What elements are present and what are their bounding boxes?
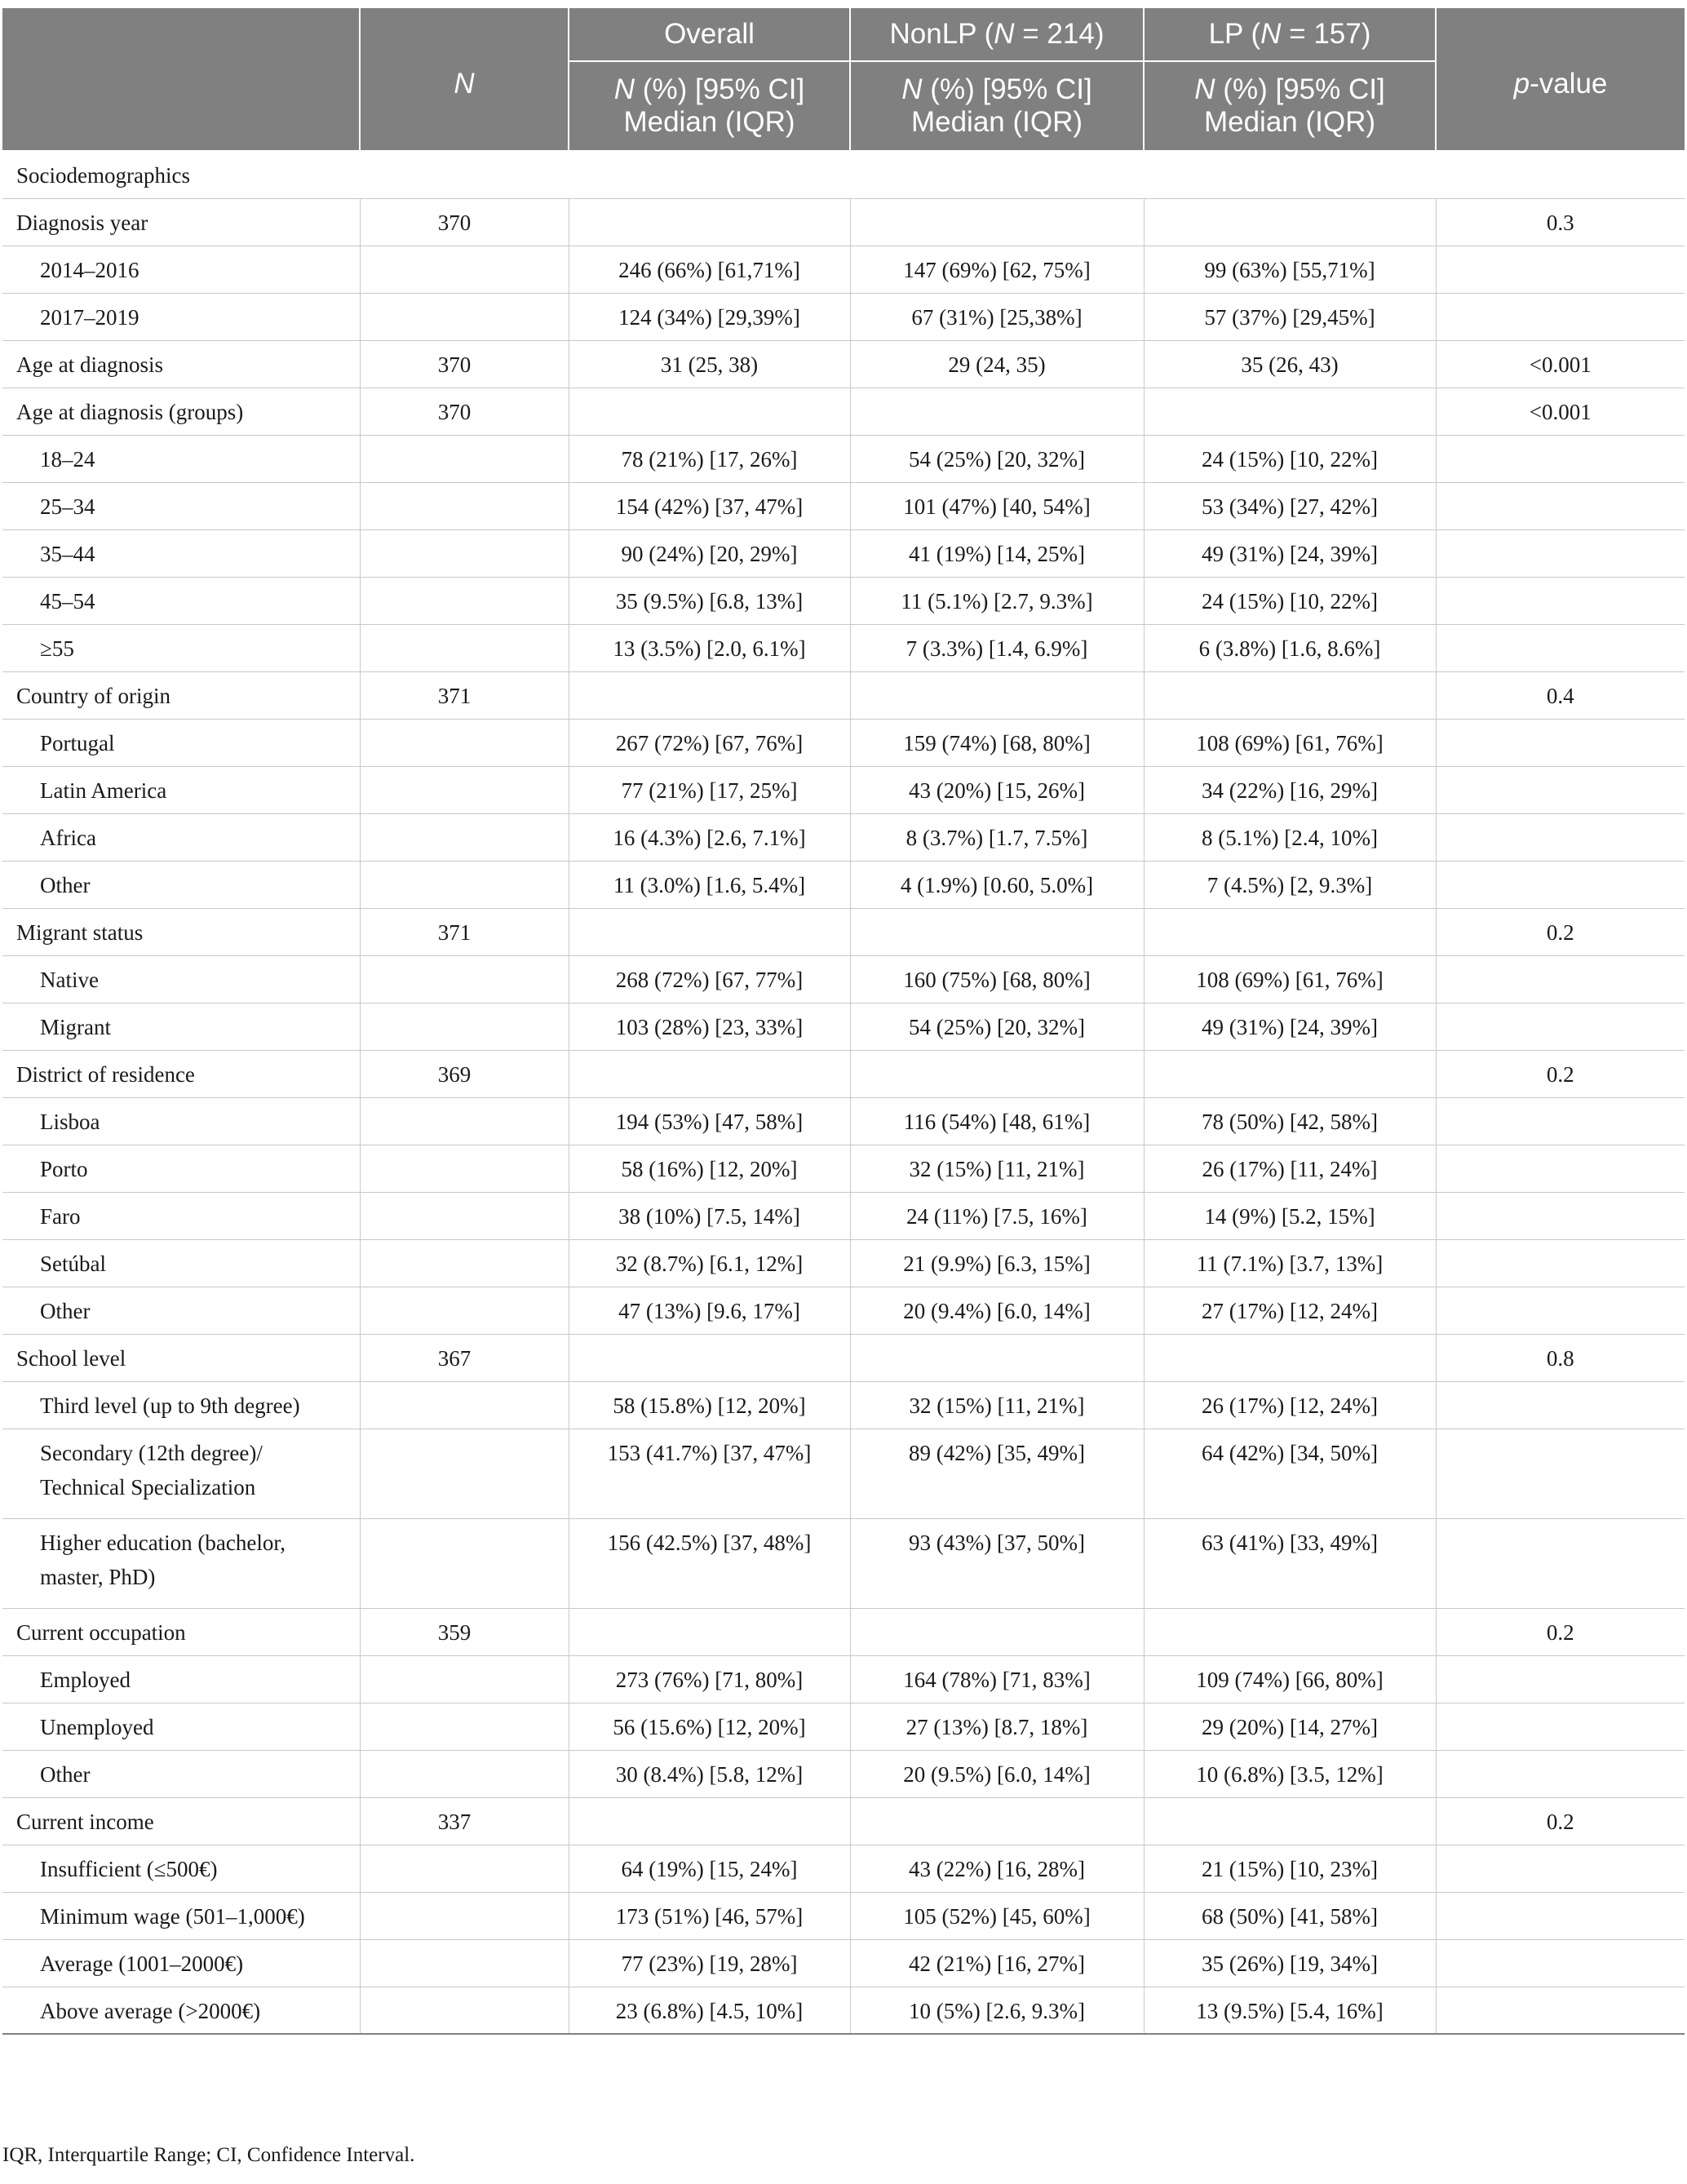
section-row [2, 151, 1685, 198]
row-overall: 30 (8.4%) [5.8, 12%] [569, 1750, 850, 1797]
row-nonlp: 67 (31%) [25,38%] [850, 293, 1144, 340]
row-lp: 53 (34%) [27, 42%] [1144, 482, 1436, 529]
row-label [2, 1429, 360, 1518]
row-nonlp [850, 1608, 1144, 1655]
row-overall: 47 (13%) [9.6, 17%] [569, 1287, 850, 1334]
row-n [360, 1003, 569, 1050]
row-p-value [1436, 246, 1685, 293]
row-n [360, 1892, 569, 1939]
table-row [2, 435, 1685, 482]
header-p-value: p-value [1436, 7, 1685, 151]
row-lp: 24 (15%) [10, 22%] [1144, 435, 1436, 482]
row-nonlp: 116 (54%) [48, 61%] [850, 1097, 1144, 1145]
row-label: Africa [2, 813, 360, 861]
row-n: 359 [360, 1608, 569, 1655]
row-p-value: 0.2 [1436, 1608, 1685, 1655]
row-nonlp: 164 (78%) [71, 83%] [850, 1655, 1144, 1703]
table-row [2, 719, 1685, 766]
row-p-value [1436, 529, 1685, 577]
row-label: District of residence [2, 1050, 360, 1097]
table-row [2, 1608, 1685, 1655]
row-p-value [1436, 1429, 1685, 1518]
table-row [2, 1192, 1685, 1239]
row-overall [569, 1050, 850, 1097]
row-n: 370 [360, 198, 569, 246]
row-n: 367 [360, 1334, 569, 1381]
header-lp-stat: N (%) [95% CI] Median (IQR) [1144, 61, 1436, 151]
row-lp: 49 (31%) [24, 39%] [1144, 1003, 1436, 1050]
table-row [2, 1145, 1685, 1192]
row-overall: 154 (42%) [37, 47%] [569, 482, 850, 529]
header-label-blank [2, 7, 360, 151]
row-p-value [1436, 1518, 1685, 1608]
row-label: Unemployed [2, 1703, 360, 1750]
row-label: 35–44 [2, 529, 360, 577]
row-overall [569, 198, 850, 246]
row-p-value [1436, 1381, 1685, 1429]
row-overall: 173 (51%) [46, 57%] [569, 1892, 850, 1939]
row-lp [1144, 1334, 1436, 1381]
row-n [360, 813, 569, 861]
row-label: Insufficient (≤500€) [2, 1845, 360, 1892]
row-nonlp [850, 388, 1144, 435]
row-nonlp: 43 (22%) [16, 28%] [850, 1845, 1144, 1892]
table-row [2, 1518, 1685, 1608]
row-overall: 124 (34%) [29,39%] [569, 293, 850, 340]
table-row [2, 1381, 1685, 1429]
row-label-line2: master, PhD) [40, 1564, 156, 1589]
table-row [2, 1097, 1685, 1145]
row-lp [1144, 908, 1436, 955]
row-label: Current income [2, 1797, 360, 1845]
row-nonlp: 29 (24, 35) [850, 340, 1144, 388]
row-nonlp [850, 1050, 1144, 1097]
row-label: Latin America [2, 766, 360, 813]
header-n: N [360, 7, 569, 151]
row-nonlp: 105 (52%) [45, 60%] [850, 1892, 1144, 1939]
row-n [360, 624, 569, 671]
table-row [2, 813, 1685, 861]
row-nonlp: 160 (75%) [68, 80%] [850, 955, 1144, 1003]
row-label: Diagnosis year [2, 198, 360, 246]
table-row [2, 955, 1685, 1003]
row-n [360, 1845, 569, 1892]
row-n [360, 529, 569, 577]
row-p-value: 0.4 [1436, 671, 1685, 719]
row-n: 371 [360, 671, 569, 719]
table-row [2, 1003, 1685, 1050]
row-p-value: 0.2 [1436, 908, 1685, 955]
row-n [360, 1939, 569, 1987]
row-lp: 78 (50%) [42, 58%] [1144, 1097, 1436, 1145]
row-label-line2: Technical Specialization [40, 1474, 256, 1500]
row-label: Average (1001–2000€) [2, 1939, 360, 1987]
row-lp: 26 (17%) [11, 24%] [1144, 1145, 1436, 1192]
table-row [2, 1334, 1685, 1381]
row-n: 369 [360, 1050, 569, 1097]
row-n [360, 1987, 569, 2034]
row-lp [1144, 198, 1436, 246]
row-label: Native [2, 955, 360, 1003]
row-lp: 10 (6.8%) [3.5, 12%] [1144, 1750, 1436, 1797]
header-nonlp: NonLP (N = 214) [850, 7, 1144, 61]
row-p-value [1436, 1239, 1685, 1287]
table-row [2, 1703, 1685, 1750]
row-n [360, 1518, 569, 1608]
row-n [360, 1429, 569, 1518]
row-label: 2017–2019 [2, 293, 360, 340]
row-label: Age at diagnosis (groups) [2, 388, 360, 435]
row-label: Above average (>2000€) [2, 1987, 360, 2034]
row-lp: 68 (50%) [41, 58%] [1144, 1892, 1436, 1939]
row-overall: 194 (53%) [47, 58%] [569, 1097, 850, 1145]
row-lp: 57 (37%) [29,45%] [1144, 293, 1436, 340]
row-p-value: 0.2 [1436, 1797, 1685, 1845]
row-overall: 77 (23%) [19, 28%] [569, 1939, 850, 1987]
row-lp [1144, 671, 1436, 719]
row-p-value [1436, 766, 1685, 813]
row-overall [569, 1797, 850, 1845]
row-overall [569, 671, 850, 719]
row-lp [1144, 1797, 1436, 1845]
row-label [2, 1518, 360, 1608]
row-lp: 11 (7.1%) [3.7, 13%] [1144, 1239, 1436, 1287]
row-p-value [1436, 1703, 1685, 1750]
table-row [2, 1239, 1685, 1287]
row-p-value [1436, 1287, 1685, 1334]
row-label: ≥55 [2, 624, 360, 671]
table-row [2, 1845, 1685, 1892]
row-overall: 35 (9.5%) [6.8, 13%] [569, 577, 850, 624]
row-overall: 246 (66%) [61,71%] [569, 246, 850, 293]
table-row [2, 1939, 1685, 1987]
row-n [360, 1381, 569, 1429]
row-label: Faro [2, 1192, 360, 1239]
row-lp: 7 (4.5%) [2, 9.3%] [1144, 861, 1436, 908]
table-row [2, 1797, 1685, 1845]
row-nonlp: 7 (3.3%) [1.4, 6.9%] [850, 624, 1144, 671]
row-lp: 99 (63%) [55,71%] [1144, 246, 1436, 293]
row-n: 370 [360, 388, 569, 435]
row-p-value [1436, 435, 1685, 482]
row-n [360, 577, 569, 624]
row-p-value [1436, 577, 1685, 624]
row-p-value [1436, 719, 1685, 766]
row-n [360, 293, 569, 340]
row-nonlp: 89 (42%) [35, 49%] [850, 1429, 1144, 1518]
row-label: Other [2, 861, 360, 908]
row-lp: 29 (20%) [14, 27%] [1144, 1703, 1436, 1750]
row-overall: 11 (3.0%) [1.6, 5.4%] [569, 861, 850, 908]
row-nonlp [850, 1334, 1144, 1381]
section-title: Sociodemographics [2, 151, 1685, 198]
row-nonlp [850, 198, 1144, 246]
row-lp [1144, 388, 1436, 435]
table-row [2, 1287, 1685, 1334]
row-overall [569, 388, 850, 435]
row-n [360, 1239, 569, 1287]
row-nonlp: 147 (69%) [62, 75%] [850, 246, 1144, 293]
row-overall: 56 (15.6%) [12, 20%] [569, 1703, 850, 1750]
table-row [2, 529, 1685, 577]
table-header [2, 7, 1685, 151]
row-n [360, 246, 569, 293]
row-lp: 108 (69%) [61, 76%] [1144, 955, 1436, 1003]
row-n [360, 482, 569, 529]
table-footnote: IQR, Interquartile Range; CI, Confidence Interval. [2, 2144, 415, 2166]
row-nonlp: 54 (25%) [20, 32%] [850, 1003, 1144, 1050]
row-label: 25–34 [2, 482, 360, 529]
table-row [2, 577, 1685, 624]
row-label: Setúbal [2, 1239, 360, 1287]
row-lp: 63 (41%) [33, 49%] [1144, 1518, 1436, 1608]
row-overall [569, 908, 850, 955]
row-n [360, 1750, 569, 1797]
row-p-value [1436, 1845, 1685, 1892]
row-p-value: <0.001 [1436, 340, 1685, 388]
row-p-value: <0.001 [1436, 388, 1685, 435]
row-p-value: 0.8 [1436, 1334, 1685, 1381]
row-overall: 31 (25, 38) [569, 340, 850, 388]
row-p-value [1436, 1987, 1685, 2034]
row-label: 18–24 [2, 435, 360, 482]
row-nonlp [850, 1797, 1144, 1845]
row-label: Current occupation [2, 1608, 360, 1655]
row-overall [569, 1608, 850, 1655]
table-row [2, 1655, 1685, 1703]
row-p-value [1436, 813, 1685, 861]
row-overall [569, 1334, 850, 1381]
table-row [2, 482, 1685, 529]
row-overall: 273 (76%) [71, 80%] [569, 1655, 850, 1703]
row-lp: 64 (42%) [34, 50%] [1144, 1429, 1436, 1518]
row-n [360, 766, 569, 813]
table-row [2, 1750, 1685, 1797]
table-container [2, 7, 1685, 2035]
row-n [360, 1097, 569, 1145]
row-n: 337 [360, 1797, 569, 1845]
row-p-value: 0.2 [1436, 1050, 1685, 1097]
table-row [2, 861, 1685, 908]
row-lp: 27 (17%) [12, 24%] [1144, 1287, 1436, 1334]
row-label: Country of origin [2, 671, 360, 719]
row-p-value [1436, 624, 1685, 671]
row-nonlp: 8 (3.7%) [1.7, 7.5%] [850, 813, 1144, 861]
row-p-value [1436, 1655, 1685, 1703]
row-overall: 267 (72%) [67, 76%] [569, 719, 850, 766]
table-row [2, 293, 1685, 340]
row-label-line1: Secondary (12th degree)/ [40, 1440, 263, 1465]
row-n [360, 955, 569, 1003]
row-label: 45–54 [2, 577, 360, 624]
table-body [2, 151, 1685, 2034]
table-row [2, 1429, 1685, 1518]
row-p-value [1436, 482, 1685, 529]
table-row [2, 908, 1685, 955]
row-n [360, 1655, 569, 1703]
row-lp: 8 (5.1%) [2.4, 10%] [1144, 813, 1436, 861]
row-n [360, 1145, 569, 1192]
header-overall-stat: N (%) [95% CI] Median (IQR) [569, 61, 850, 151]
row-p-value [1436, 1003, 1685, 1050]
row-overall: 78 (21%) [17, 26%] [569, 435, 850, 482]
row-overall: 77 (21%) [17, 25%] [569, 766, 850, 813]
row-label: Third level (up to 9th degree) [2, 1381, 360, 1429]
row-p-value [1436, 1892, 1685, 1939]
row-overall: 268 (72%) [67, 77%] [569, 955, 850, 1003]
row-label: Other [2, 1287, 360, 1334]
row-p-value [1436, 1939, 1685, 1987]
table-row [2, 624, 1685, 671]
row-label: Minimum wage (501–1,000€) [2, 1892, 360, 1939]
row-p-value [1436, 955, 1685, 1003]
row-p-value [1436, 1192, 1685, 1239]
row-overall: 58 (16%) [12, 20%] [569, 1145, 850, 1192]
row-lp: 13 (9.5%) [5.4, 16%] [1144, 1987, 1436, 2034]
row-lp: 35 (26, 43) [1144, 340, 1436, 388]
table-row [2, 1050, 1685, 1097]
row-p-value [1436, 1097, 1685, 1145]
row-label: Porto [2, 1145, 360, 1192]
row-overall: 13 (3.5%) [2.0, 6.1%] [569, 624, 850, 671]
row-overall: 16 (4.3%) [2.6, 7.1%] [569, 813, 850, 861]
table-row [2, 388, 1685, 435]
row-label: Migrant status [2, 908, 360, 955]
row-nonlp: 24 (11%) [7.5, 16%] [850, 1192, 1144, 1239]
row-label: Migrant [2, 1003, 360, 1050]
row-lp: 109 (74%) [66, 80%] [1144, 1655, 1436, 1703]
row-overall: 156 (42.5%) [37, 48%] [569, 1518, 850, 1608]
row-overall: 23 (6.8%) [4.5, 10%] [569, 1987, 850, 2034]
row-label: Lisboa [2, 1097, 360, 1145]
row-overall: 153 (41.7%) [37, 47%] [569, 1429, 850, 1518]
row-nonlp: 32 (15%) [11, 21%] [850, 1145, 1144, 1192]
row-lp: 108 (69%) [61, 76%] [1144, 719, 1436, 766]
row-overall: 90 (24%) [20, 29%] [569, 529, 850, 577]
row-label: Portugal [2, 719, 360, 766]
row-n [360, 1192, 569, 1239]
row-nonlp: 41 (19%) [14, 25%] [850, 529, 1144, 577]
row-p-value: 0.3 [1436, 198, 1685, 246]
row-lp: 24 (15%) [10, 22%] [1144, 577, 1436, 624]
row-p-value [1436, 1750, 1685, 1797]
row-n: 371 [360, 908, 569, 955]
row-n [360, 1703, 569, 1750]
row-nonlp [850, 908, 1144, 955]
table-row [2, 766, 1685, 813]
row-overall: 58 (15.8%) [12, 20%] [569, 1381, 850, 1429]
row-nonlp: 93 (43%) [37, 50%] [850, 1518, 1144, 1608]
row-label: 2014–2016 [2, 246, 360, 293]
row-nonlp: 20 (9.5%) [6.0, 14%] [850, 1750, 1144, 1797]
row-nonlp: 54 (25%) [20, 32%] [850, 435, 1144, 482]
row-label-line1: Higher education (bachelor, [40, 1530, 286, 1555]
row-lp: 34 (22%) [16, 29%] [1144, 766, 1436, 813]
row-nonlp: 32 (15%) [11, 21%] [850, 1381, 1144, 1429]
row-label: Employed [2, 1655, 360, 1703]
table-row [2, 671, 1685, 719]
row-lp: 26 (17%) [12, 24%] [1144, 1381, 1436, 1429]
row-nonlp: 27 (13%) [8.7, 18%] [850, 1703, 1144, 1750]
table-row [2, 340, 1685, 388]
row-p-value [1436, 293, 1685, 340]
row-p-value [1436, 861, 1685, 908]
header-nonlp-stat: N (%) [95% CI] Median (IQR) [850, 61, 1144, 151]
row-p-value [1436, 1145, 1685, 1192]
header-lp: LP (N = 157) [1144, 7, 1436, 61]
row-nonlp: 10 (5%) [2.6, 9.3%] [850, 1987, 1144, 2034]
row-lp: 35 (26%) [19, 34%] [1144, 1939, 1436, 1987]
row-nonlp: 21 (9.9%) [6.3, 15%] [850, 1239, 1144, 1287]
row-lp [1144, 1608, 1436, 1655]
row-lp: 49 (31%) [24, 39%] [1144, 529, 1436, 577]
header-overall: Overall [569, 7, 850, 61]
row-n [360, 861, 569, 908]
table-row [2, 1892, 1685, 1939]
row-nonlp [850, 671, 1144, 719]
row-label: Age at diagnosis [2, 340, 360, 388]
row-nonlp: 42 (21%) [16, 27%] [850, 1939, 1144, 1987]
row-lp [1144, 1050, 1436, 1097]
row-lp: 6 (3.8%) [1.6, 8.6%] [1144, 624, 1436, 671]
row-nonlp: 159 (74%) [68, 80%] [850, 719, 1144, 766]
table-row [2, 198, 1685, 246]
row-lp: 21 (15%) [10, 23%] [1144, 1845, 1436, 1892]
row-nonlp: 20 (9.4%) [6.0, 14%] [850, 1287, 1144, 1334]
row-n [360, 1287, 569, 1334]
table-row [2, 1987, 1685, 2034]
sociodemographics-table [2, 7, 1685, 2035]
row-nonlp: 101 (47%) [40, 54%] [850, 482, 1144, 529]
row-n [360, 719, 569, 766]
row-nonlp: 11 (5.1%) [2.7, 9.3%] [850, 577, 1144, 624]
table-row [2, 246, 1685, 293]
row-label: Other [2, 1750, 360, 1797]
row-lp: 14 (9%) [5.2, 15%] [1144, 1192, 1436, 1239]
row-overall: 64 (19%) [15, 24%] [569, 1845, 850, 1892]
row-overall: 38 (10%) [7.5, 14%] [569, 1192, 850, 1239]
row-overall: 32 (8.7%) [6.1, 12%] [569, 1239, 850, 1287]
row-overall: 103 (28%) [23, 33%] [569, 1003, 850, 1050]
row-label: School level [2, 1334, 360, 1381]
row-nonlp: 4 (1.9%) [0.60, 5.0%] [850, 861, 1144, 908]
row-n: 370 [360, 340, 569, 388]
row-n [360, 435, 569, 482]
row-nonlp: 43 (20%) [15, 26%] [850, 766, 1144, 813]
